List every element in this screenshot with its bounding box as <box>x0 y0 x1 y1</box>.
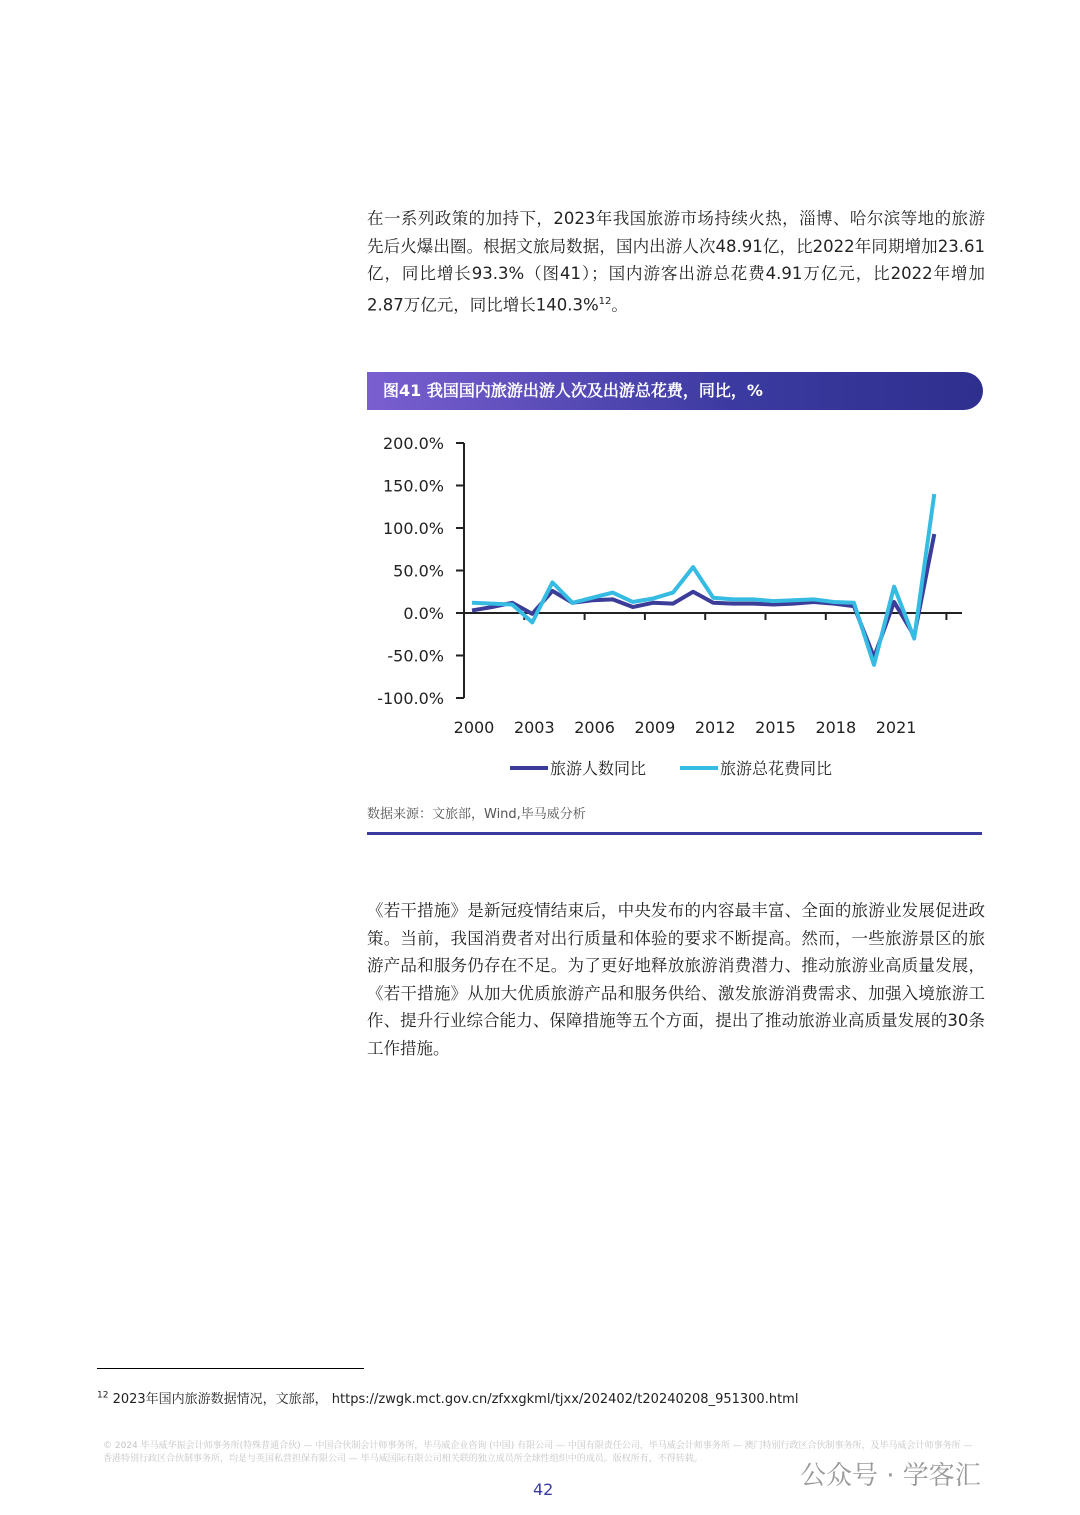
footnote-ref[interactable]: 12 <box>598 295 612 307</box>
footnote-text: 2023年国内旅游数据情况，文旅部， https://zwgk.mct.gov.cn/zfxxgkml/tjxx/202402/t20240208_951300.html <box>112 1392 799 1407</box>
y-tick-label: 100.0% <box>382 519 444 538</box>
footnote <box>97 1388 798 1407</box>
page-number: 42 <box>533 1480 554 1499</box>
paragraph-intro <box>367 205 985 319</box>
y-tick-label: 50.0% <box>393 561 444 581</box>
y-tick-label: -100.0% <box>377 689 444 708</box>
paragraph-text: 在一系列政策的加持下，2023年我国旅游市场持续火热，淄博、哈尔滨等地的旅游先后火爆出圈。根据文旅局数据，国内出游人次48.91亿，比2022年同期增加23.61亿，同比增长93.3%（图41）；国内游客出游总花费4.91万亿元，比2022年增加2.87万亿元，同比增长140.3% <box>367 209 985 314</box>
x-tick-label: 2006 <box>574 718 615 737</box>
watermark: 公众号 · 学客汇 <box>800 1461 981 1491</box>
y-tick-label: 200.0% <box>382 434 444 453</box>
x-tick-label: 2000 <box>453 718 495 737</box>
y-tick-label: 0.0% <box>403 604 444 623</box>
series-line-2 <box>472 494 934 665</box>
x-tick-label: 2003 <box>513 718 555 737</box>
figure-title: 图41 我国国内旅游出游人次及出游总花费，同比，% <box>367 372 983 410</box>
y-tick-label: 150.0% <box>382 476 444 496</box>
data-source: 数据来源：文旅部，Wind,毕马威分析 <box>367 807 586 822</box>
x-tick-label: 2015 <box>755 718 796 737</box>
copyright: © 2024 毕马威华振会计师事务所(特殊普通合伙) — 中国合伙制会计师事务所，毕马威企业咨询 (中国) 有限公司 — 中国有限责任公司，毕马威会计师事务所 — 澳门特别行政区合伙制事务所，及毕马威会计师事务所 — 香港特别行政区合伙制事务所，均是与英国私营担保有限公司 — 毕马威国际有限公司相关联的独立成员所全球性组织中的成员。版权所有，不得转载。 <box>103 1441 973 1464</box>
footnote-number: 12 <box>97 1390 109 1401</box>
paragraph-measures: 《若干措施》是新冠疫情结束后，中央发布的内容最丰富、全面的旅游业发展促进政策。当前，我国消费者对出行质量和体验的要求不断提高。然而，一些旅游景区的旅游产品和服务仍存在不足。为了更好地释放旅游消费潜力、推动旅游业高质量发展，《若干措施》从加大优质旅游产品和服务供给、激发旅游消费需求、加强入境旅游工作、提升行业综合能力、保障措施等五个方面，提出了推动旅游业高质量发展的30条工作措施。 <box>367 901 985 1058</box>
legend-label: 旅游总花费同比 <box>720 759 833 778</box>
x-tick-label: 2021 <box>875 718 917 737</box>
line-chart <box>360 425 980 785</box>
x-tick-label: 2009 <box>634 718 676 737</box>
divider <box>367 832 982 835</box>
y-tick-label: -50.0% <box>387 646 444 666</box>
x-tick-label: 2012 <box>694 718 736 737</box>
paragraph-end: 。 <box>611 295 628 314</box>
legend-label: 旅游人数同比 <box>550 759 647 778</box>
footnote-divider <box>97 1368 364 1369</box>
x-tick-label: 2018 <box>815 718 857 737</box>
